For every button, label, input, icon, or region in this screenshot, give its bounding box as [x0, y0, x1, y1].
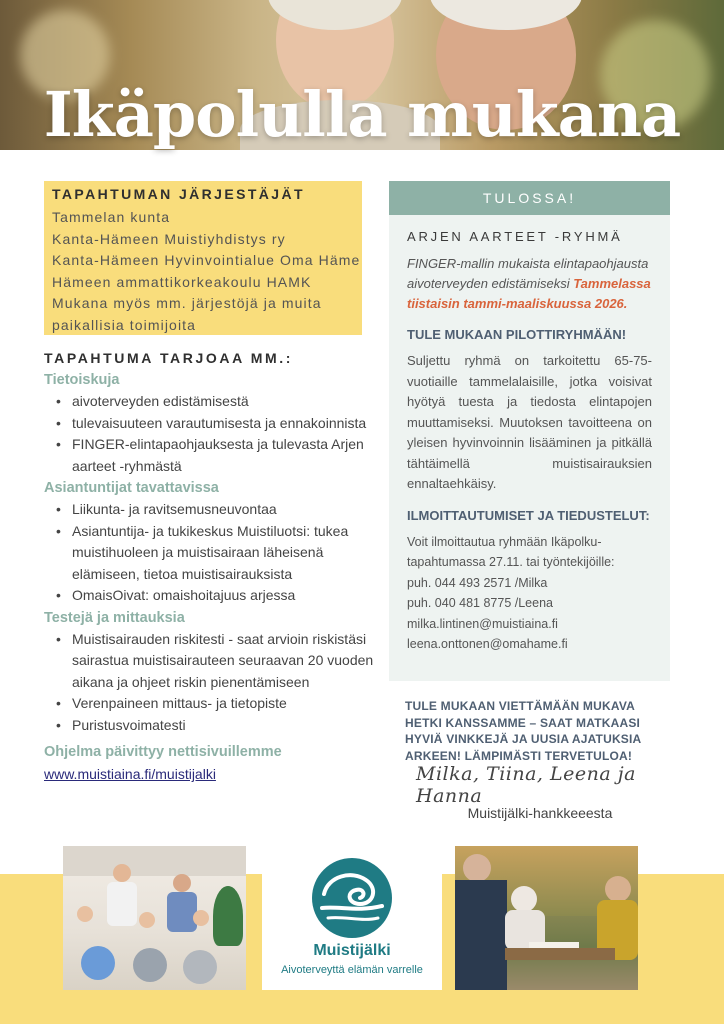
organizer-line: Mukana myös mm. järjestöjä ja muita [52, 295, 322, 311]
person-head [139, 912, 155, 928]
list-item: • Liikunta- ja ravitsemusneuvontaa [54, 499, 374, 521]
person-body [107, 882, 137, 926]
group-title: ARJEN AARTEET -RYHMÄ [407, 229, 623, 244]
person-head [193, 910, 209, 926]
person-head [113, 864, 131, 882]
list-item: • Verenpaineen mittaus- ja tietopiste [54, 693, 374, 715]
person-body [455, 880, 507, 990]
person-body [167, 892, 197, 932]
phone-milka: puh. 044 493 2571 /Milka [407, 575, 548, 590]
exercise-ball [81, 946, 115, 980]
contact-list [407, 532, 652, 655]
offer-section [44, 350, 374, 784]
picnic-table [505, 948, 615, 960]
list-item: • OmaisOivat: omaishoitajuus arjessa [54, 585, 374, 607]
offer-heading: TAPAHTUMA TARJOAA MM.: [44, 350, 294, 366]
contact-line: Voit ilmoittautua ryhmään Ikäpolku- [407, 534, 602, 549]
organizer-line: paikallisia toimijoita [52, 316, 197, 333]
organizers-box [44, 181, 362, 335]
pilot-heading: TULE MUKAAN PILOTTIRYHMÄÄN! [407, 327, 627, 342]
exercise-photo [63, 846, 246, 990]
exercise-ball [133, 948, 167, 982]
bullet-list [54, 391, 374, 477]
email-milka: milka.lintinen@muistiaina.fi [407, 616, 558, 631]
person-head [511, 886, 537, 912]
logo-tagline: Aivoterveyttä elämän varrelle [281, 964, 423, 976]
intro-text: FINGER-mallin mukaista elintapaohjausta aivoterveyden edistämiseksi [407, 256, 649, 291]
person-head [605, 876, 631, 902]
contact-line: tapahtumassa 27.11. tai työntekijöille: [407, 555, 615, 569]
section-title: Testejä ja mittauksia [44, 609, 185, 626]
program-note: Ohjelma päivittyy nettisivuillemme [44, 744, 282, 760]
wall [63, 846, 246, 876]
list-item: • Asiantuntija- ja tukikeskus Muistiluotsi: tukea muistihuoleen ja muistisairaan läheisenä elämiseen, tietoa muistisairauksista [54, 521, 374, 586]
board-game-photo [455, 846, 638, 990]
website-link[interactable]: www.muistiaina.fi/muistijalki [44, 766, 216, 782]
logo-name: Muistijälki [313, 942, 391, 959]
project-name: Muistijälki-hankkeeesta [467, 805, 613, 821]
list-item: • Puristusvoimatesti [54, 715, 374, 737]
section-title: Tietoiskuja [44, 372, 120, 388]
list-item: • Muistisairauden riskitesti - saat arvioin riskistäsi sairastua muistisairauteen seuraavan 20 vuoden aikana ja ohjeet riskin pienentämiseen [54, 629, 374, 694]
organizer-line: Kanta-Hämeen Muistiyhdistys ry [52, 230, 286, 247]
pilot-text: Suljettu ryhmä on tarkoitettu 65-75-vuotiaille tammelalaisille, jotka voisivat hyötyä tuesta ja tiedosta elintapojen muuttamiseksi. Muutoksen tavoitteena on yleisen hyvinvoinnin lisääminen ja pitkällä tähtäimellä muistisairauksien ennaltaehkäisy. [407, 353, 652, 491]
bullet-list [54, 499, 374, 607]
phone-leena: puh. 040 481 8775 /Leena [407, 596, 553, 610]
exercise-ball [183, 950, 217, 984]
organizers-heading: TAPAHTUMAN JÄRJESTÄJÄT [52, 186, 305, 202]
person-head [77, 906, 93, 922]
section-title: Asiantuntijat tavattavissa [44, 480, 219, 496]
email-leena: leena.onttonen@omahame.fi [407, 637, 568, 651]
list-item: • tulevaisuuteen varautumisesta ja ennakoinnista [54, 413, 374, 435]
brain-logo-icon [262, 846, 442, 942]
plant [213, 886, 243, 946]
list-item: • FINGER-elintapaohjauksesta ja tulevasta Arjen aarteet -ryhmästä [54, 434, 374, 477]
signup-heading: ILMOITTAUTUMISET JA TIEDUSTELUT: [407, 507, 650, 523]
organizer-line: Hämeen ammattikorkeakoulu HAMK [52, 273, 312, 290]
coming-panel [389, 215, 670, 681]
coming-heading: TULOSSA! [389, 181, 670, 215]
logo-card [262, 846, 442, 990]
intro-highlight: Tammelassa tiistaisin tammi-maaliskuussa 2026. [407, 276, 651, 311]
game-board [529, 942, 579, 948]
group-intro [407, 254, 652, 314]
signature: Milka, Tiina, Leena ja Hanna [416, 763, 636, 807]
organizer-line: Kanta-Hämeen Hyvinvointialue Oma Häme [52, 252, 361, 268]
page-title: Ikäpolulla mukana [43, 78, 681, 151]
person-head [463, 854, 491, 882]
person-head [173, 874, 191, 892]
invitation-text: TULE MUKAAN VIETTÄMÄÄN MUKAVA HETKI KANSSAMME – SAAT MATKAASI HYVIÄ VINKKEJÄ JA UUSIA AJATUKSIA ARKEEN! LÄMPIMÄSTI TERVETULOA! [405, 699, 641, 763]
list-item: • aivoterveyden edistämisestä [54, 391, 374, 413]
bullet-list [54, 629, 374, 737]
organizer-line: Tammelan kunta [52, 209, 171, 225]
